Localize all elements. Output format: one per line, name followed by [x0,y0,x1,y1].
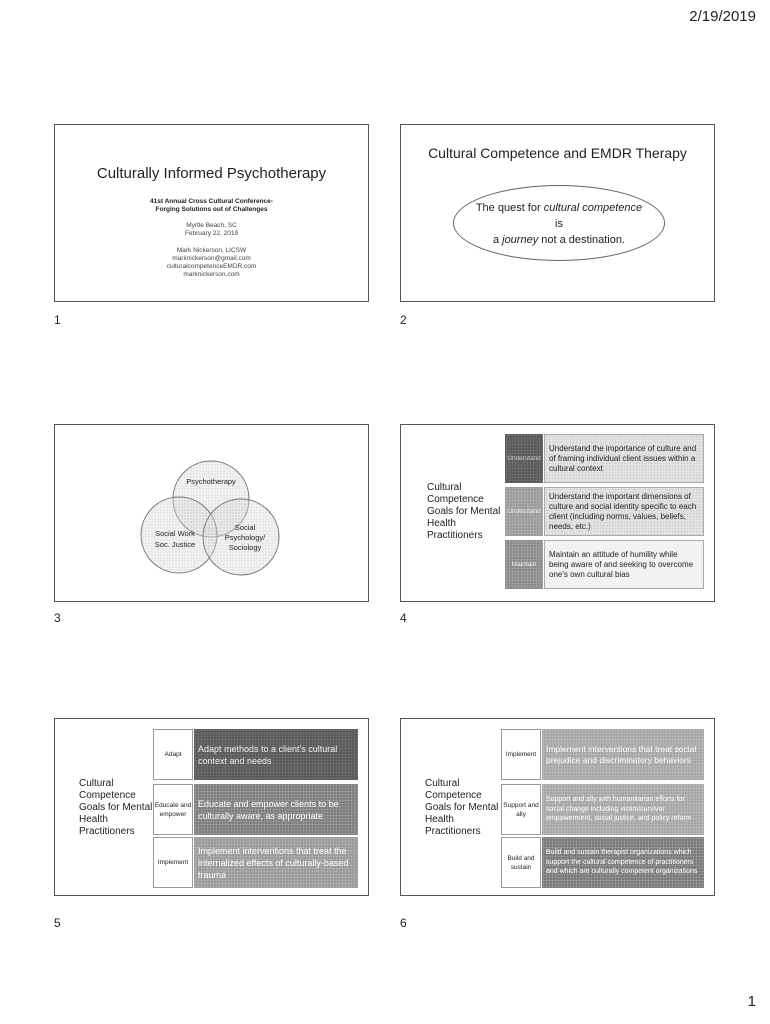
slide-number: 5 [54,916,61,930]
slide-6 [400,718,715,896]
goal-text: Understand the importance of culture and of framing individual client issues within a cultural context [544,434,704,483]
goals-title [427,482,500,542]
presenter-contact [55,247,368,279]
quote-text: not a destination. [538,234,626,246]
title-line: Health [425,814,454,825]
title-line: Goals for Mental [427,506,501,517]
page-number: 1 [747,993,756,1010]
slide-number: 2 [400,313,407,327]
slide-number: 3 [54,611,61,625]
slide-1 [54,124,369,302]
slide-number: 4 [400,611,407,625]
subtitle-line: Forging Solutions out of Challenges [155,206,268,213]
title-line: Cultural [427,482,462,493]
label-line: Psychology/ [224,533,266,542]
event-location [55,222,368,238]
goal-label: Understand [505,487,543,536]
goal-label: Implement [501,729,541,780]
slide-5 [54,718,369,896]
subtitle-line: 41st Annual Cross Cultural Conference- [150,198,273,205]
print-date: 2/19/2019 [689,8,756,25]
quote-line-3 [453,233,665,248]
title-line: Competence [425,790,482,801]
goal-label: Understand [505,434,543,483]
circle-label-psychotherapy: Psychotherapy [186,477,236,486]
quote-emphasis: journey [502,234,539,246]
goal-label: Build and sustain [501,837,541,888]
title-line: Goals for Mental [79,802,153,813]
goals-title [425,778,498,838]
slide-title: Culturally Informed Psychotherapy [96,165,327,182]
goal-text: Understand the important dimensions of culture and social identity specific to each client (including norms, values, beliefs, needs, etc.) [544,487,704,536]
quote-emphasis: cultural competence [543,202,643,214]
quote-text: a [492,234,503,246]
circle-label-social-work [147,528,203,550]
label-line: Soc. Justice [154,540,196,549]
goal-label: Maintain [505,540,543,589]
goal-text: Implement interventions that treat social prejudice and discriminatory behaviors [542,729,704,780]
goal-label: Implement [153,837,193,888]
quote-text: The quest for [475,202,544,214]
title-line: Competence [79,790,136,801]
title-line: Cultural [79,778,114,789]
slide-number: 1 [54,313,61,327]
date-line: February 22, 2019 [184,230,239,237]
goal-label: Support and ally [501,784,541,835]
title-line: Cultural [425,778,460,789]
label-line: Sociology [228,543,262,552]
goal-label: Educate and empower [153,784,193,835]
venn-diagram [55,425,369,602]
slide-number: 6 [400,916,407,930]
slide-2 [400,124,715,302]
goal-text: Maintain an attitude of humility while being aware of and seeking to overcome one's own cultural bias [544,540,704,589]
presenter-name: Mark Nickerson, LICSW [176,247,247,254]
slide-title: Cultural Competence and EMDR Therapy [428,145,687,161]
goal-text: Implement interventions that treat the internalized effects of culturally-based trauma [194,837,358,888]
title-line: Health [79,814,108,825]
goal-text: Educate and empower clients to be culturally aware, as appropriate [194,784,358,835]
goal-label: Adapt [153,729,193,780]
title-line: Practitioners [427,530,483,541]
conference-subtitle [55,198,368,214]
title-line: Health [427,518,456,529]
goal-text: Support and ally with humanitarian efforts for social change including victim/survivor empowerment, social justice, and policy reform [542,784,704,835]
title-line: Practitioners [79,826,135,837]
circle-label-social-psychology [215,523,275,553]
presenter-website: marknickerson.com [183,271,240,278]
label-line: Social Work [155,529,195,538]
presenter-website: culturalcompetenceEMDR.com [166,263,257,270]
slide-3 [54,424,369,602]
location-line: Myrtle Beach, SC [186,222,237,229]
goal-text: Build and sustain therapist organizations which support the cultural competence of practitioners and which are culturally competent organizations [542,837,704,888]
slide-4 [400,424,715,602]
goals-title [79,778,152,838]
presenter-email: marknickerson@gmail.com [172,255,251,262]
label-line: Social [234,523,256,532]
title-line: Competence [427,494,484,505]
goal-text: Adapt methods to a client's cultural context and needs [194,729,358,780]
title-line: Practitioners [425,826,481,837]
quote-line-2: is [555,218,563,230]
title-line: Goals for Mental [425,802,499,813]
quote-line-1 [453,201,665,216]
